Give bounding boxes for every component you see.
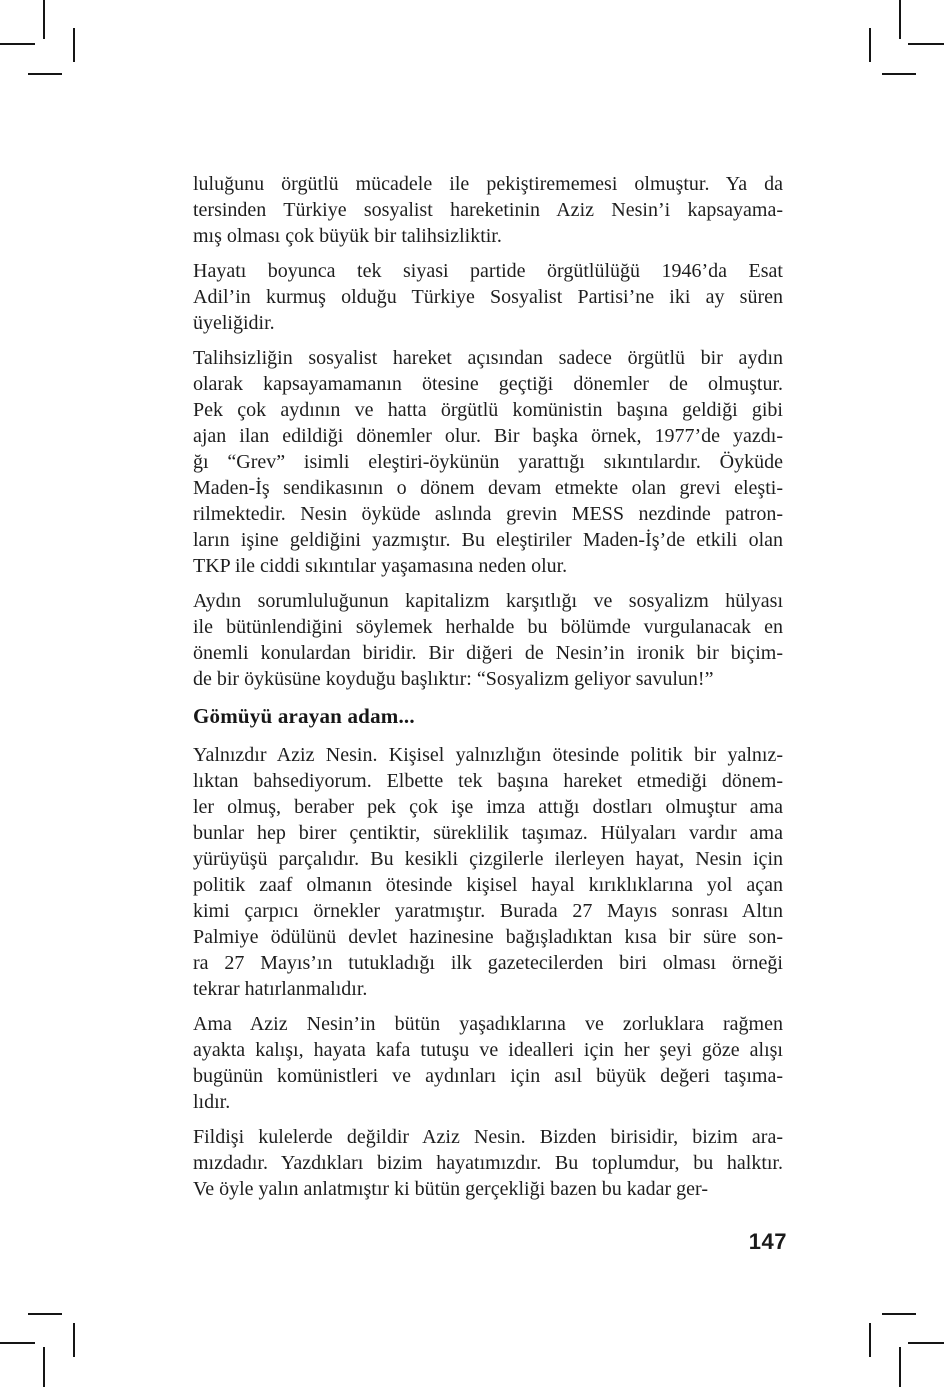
- crop-mark-top-left-horizontal-outer: [0, 43, 35, 45]
- crop-mark-bottom-right-horizontal-inner: [882, 1313, 916, 1315]
- text-line: Ama Aziz Nesin’in bütün yaşadıklarına ve zorluklara rağmen: [193, 1013, 783, 1035]
- page-number: 147: [748, 1229, 787, 1254]
- section-heading: Gömüyü arayan adam...: [193, 704, 415, 728]
- text-line: politik zaaf olmanın ötesinde kişisel hayal kırıklıklarına yol açan: [193, 874, 783, 896]
- crop-mark-bottom-right-vertical-inner: [869, 1323, 871, 1357]
- text-line: TKP ile ciddi sıkıntılar yaşamasına neden olur.: [193, 555, 568, 577]
- text-line: lıktan bahsediyorum. Elbette tek başına hareket etmediği dönem-: [193, 770, 783, 792]
- text-line: de bir öyküsüne koyduğu başlıktır: “Sosyalizm geliyor savulun!”: [193, 668, 714, 690]
- body-paragraph: [193, 171, 783, 249]
- text-line: ra 27 Mayıs’ın tutukladığı ilk gazetecilerden biri olması örneği: [193, 952, 783, 974]
- text-line: yürüyüşü parçalıdır. Bu kesikli çizgilerle ilerleyen hayat, Nesin için: [193, 848, 783, 870]
- body-paragraph: [193, 345, 783, 579]
- text-line: bunlar hep birer çentiktir, süreklilik taşımaz. Hülyaları vardır ama: [193, 822, 783, 844]
- text-line: ğı “Grev” isimli eleştiri-öykünün yarattığı sıkıntılardır. Öyküde: [193, 451, 783, 473]
- crop-mark-bottom-left-vertical-inner: [73, 1323, 75, 1357]
- text-line: ların işine geldiğini yazmıştır. Bu eleştiriler Maden-İş’de etkili olan: [193, 529, 783, 551]
- text-line: Palmiye ödülünü devlet hazinesine bağışladıktan kısa bir süre son-: [193, 926, 783, 948]
- text-line: tersinden Türkiye sosyalist hareketinin Aziz Nesin’i kapsayama-: [193, 199, 783, 221]
- text-line: Ve öyle yalın anlatmıştır ki bütün gerçekliği bazen bu kadar ger-: [193, 1178, 708, 1200]
- crop-mark-bottom-left-horizontal-outer: [0, 1342, 35, 1344]
- text-block: [193, 171, 783, 1211]
- body-paragraph: [193, 588, 783, 692]
- text-line: tekrar hatırlanmalıdır.: [193, 978, 368, 1000]
- crop-mark-top-left-vertical-outer: [43, 0, 45, 39]
- crop-mark-top-left-horizontal-inner: [28, 73, 62, 75]
- text-line: Yalnızdır Aziz Nesin. Kişisel yalnızlığın ötesinde politik bir yalnız-: [193, 744, 783, 766]
- text-line: mış olması çok büyük bir talihsizliktir.: [193, 225, 502, 247]
- body-paragraph: [193, 1011, 783, 1115]
- text-line: önemli konulardan biridir. Bir diğeri de Nesin’in ironik bir biçim-: [193, 642, 783, 664]
- text-line: luluğunu örgütlü mücadele ile pekiştirememesi olmuştur. Ya da: [193, 173, 783, 195]
- crop-mark-bottom-left-vertical-outer: [43, 1347, 45, 1387]
- crop-mark-top-right-horizontal-inner: [882, 73, 916, 75]
- text-line: ile bütünlendiğini söylemek herhalde bu bölümde vurgulanacak en: [193, 616, 783, 638]
- text-line: lıdır.: [193, 1091, 231, 1113]
- text-line: Talihsizliğin sosyalist hareket açısından sadece örgütlü bir aydın: [193, 347, 783, 369]
- text-line: kimi çarpıcı örnekler yaratmıştır. Burada 27 Mayıs sonrası Altın: [193, 900, 783, 922]
- text-line: ayakta kalışı, hayata kafa tutuşu ve idealleri için her şeyi göze alışı: [193, 1039, 783, 1061]
- text-line: Fildişi kulelerde değildir Aziz Nesin. Bizden birisidir, bizim ara-: [193, 1126, 783, 1148]
- text-line: ler olmuş, beraber pek çok işe imza attığı dostları olmuştur ama: [193, 796, 783, 818]
- text-line: Hayatı boyunca tek siyasi partide örgütlülüğü 1946’da Esat: [193, 260, 783, 282]
- text-line: üyeliğidir.: [193, 312, 275, 334]
- crop-mark-top-right-vertical-outer: [899, 0, 901, 39]
- text-line: Pek çok aydının ve hatta örgütlü komünistin başına geldiği gibi: [193, 399, 783, 421]
- body-paragraph: [193, 1124, 783, 1202]
- text-line: bugünün komünistleri ve aydınları için asıl büyük değeri taşıma-: [193, 1065, 783, 1087]
- crop-mark-bottom-right-vertical-outer: [899, 1347, 901, 1387]
- text-line: Maden-İş sendikasının o dönem devam etmekte olan grevi eleşti-: [193, 477, 783, 499]
- crop-mark-top-right-horizontal-outer: [908, 43, 944, 45]
- text-line: Adil’in kurmuş olduğu Türkiye Sosyalist Partisi’ne iki ay süren: [193, 286, 783, 308]
- body-paragraph: [193, 258, 783, 336]
- text-line: olarak kapsayamamanın ötesine geçtiği dönemler de olmuştur.: [193, 373, 783, 395]
- text-line: rilmektedir. Nesin öyküde aslında grevin MESS nezdinde patron-: [193, 503, 783, 525]
- crop-mark-bottom-left-horizontal-inner: [28, 1313, 62, 1315]
- text-line: Aydın sorumluluğunun kapitalizm karşıtlığı ve sosyalizm hülyası: [193, 590, 783, 612]
- text-line: mızdadır. Yazdıkları bizim hayatımızdır. Bu toplumdur, bu halktır.: [193, 1152, 783, 1174]
- crop-mark-top-left-vertical-inner: [73, 28, 75, 62]
- body-paragraph: [193, 742, 783, 1002]
- crop-mark-bottom-right-horizontal-outer: [908, 1342, 944, 1344]
- text-line: ajan ilan edildiği dönemler olur. Bir başka örnek, 1977’de yazdı-: [193, 425, 783, 447]
- crop-mark-top-right-vertical-inner: [869, 28, 871, 62]
